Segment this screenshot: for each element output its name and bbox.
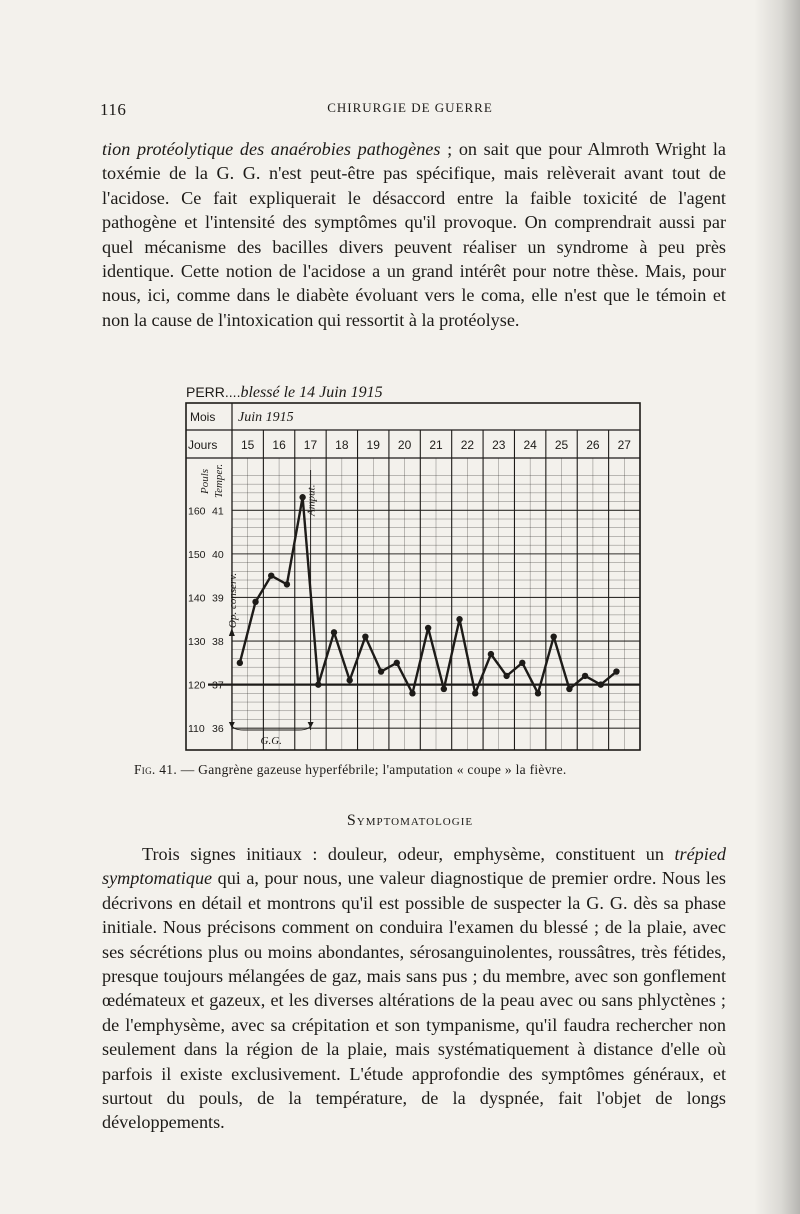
- page-edge-shadow: [754, 0, 800, 1214]
- paragraph-bottom-italic: trépied symptomatique: [102, 844, 726, 889]
- paragraph-top-text: ; on sait que pour Almroth Wright la toxémie de la G. G. n'est peut-être pas spécifique, mais relèverait avant tout de l'acidose. Ce fait expliquerait le désaccord entre la faible toxicité de l'agent pathogène et l'intensité des symptômes qu'il provoque. On comprendrait aussi par quel mécanisme des bacilles divers peuvent réaliser un syndrome à peu près identique. Cette notion de l'acidose a un grand intérêt pour notre thèse. Mais, pour nous, ici, comme dans le diabète évoluant vers le coma, elle n'est que le témoin et non la cause de l'intoxication qui ressortit à la protéolyse.: [102, 139, 726, 330]
- temperature-point: [472, 690, 478, 696]
- paragraph-bottom-post: qui a, pour nous, une valeur diagnostique de premier ordre. Nous les décrivons en détail et montrons qu'il est possible de suspecter la G. G. dès sa phase initiale. Nous précisons comment on conduira l'examen du blessé ; de la plaie, avec ses sécrétions plus ou moins abondantes, sérosanguinolentes, roussâtres, très fétides, presque toujours mélangées de gaz, mais sans pus ; du membre, avec son gonflement œdémateux et gazeux, et les diverses altérations de la peau avec ou sans phlyctènes ; de l'emphysème, avec sa crépitation et son tympanisme, qu'il faudra rechercher non seulement dans la région de la plaie, mais systématiquement à distance d'elle où parfois il existe exclusivement. L'étude approfondie des symptômes généraux, et surtout du pouls, de la température, de la dyspnée, fait l'objet de longs développements.: [102, 868, 726, 1133]
- temperature-point: [237, 660, 243, 666]
- day-label: 25: [554, 438, 569, 452]
- y-tick-pouls: 110: [188, 723, 205, 736]
- temperature-point: [535, 690, 541, 696]
- op1-label: Op. conserv.: [226, 572, 239, 628]
- y-tick-temp: 40: [212, 548, 224, 561]
- day-label: 26: [586, 438, 600, 452]
- day-label: 20: [397, 438, 412, 452]
- section-title: Symptomatologie: [346, 812, 474, 829]
- temperature-point: [456, 616, 462, 622]
- y-tick-pouls: 120: [188, 679, 206, 692]
- temperature-point: [441, 686, 447, 692]
- temperature-point: [519, 660, 525, 666]
- month-value: Juin 1915: [238, 410, 294, 425]
- gg-bracket-label: G.G.: [260, 735, 282, 747]
- temperature-point: [488, 651, 494, 657]
- temperature-point: [284, 581, 290, 587]
- chart-frame: [186, 403, 640, 750]
- temperature-point: [378, 668, 384, 674]
- y-tick-pouls: 160: [188, 505, 206, 518]
- y-tick-pouls: 130: [188, 636, 206, 649]
- temperature-point: [315, 681, 321, 687]
- y-tick-pouls: 140: [188, 592, 206, 605]
- day-label: 24: [523, 438, 537, 452]
- figure-caption: [134, 762, 734, 778]
- y-tick-temp: 36: [212, 723, 224, 736]
- paragraph-bottom: [102, 842, 726, 1135]
- figure-label: Fig. 41.: [134, 762, 178, 777]
- days-label: Jours: [188, 438, 218, 452]
- page-number: 116: [100, 100, 127, 119]
- day-label: 23: [492, 438, 506, 452]
- y-tick-pouls: 150: [188, 548, 206, 561]
- y-tick-temp: 39: [212, 592, 224, 605]
- temperature-point: [394, 660, 400, 666]
- temperature-point: [582, 673, 588, 679]
- temperature-point: [346, 677, 352, 683]
- day-label: 15: [241, 438, 255, 452]
- day-label: 21: [429, 438, 443, 452]
- temperature-point: [613, 668, 619, 674]
- pouls-axis-title: Pouls: [199, 468, 211, 494]
- y-tick-temp: 38: [212, 636, 224, 649]
- op2-label: Amput.: [305, 484, 318, 516]
- chart-title-patient: PERR....: [186, 384, 241, 400]
- temperature-point: [331, 629, 337, 635]
- chart-title-handwritten: blessé le 14 Juin 1915: [240, 384, 383, 401]
- temperature-chart: [180, 400, 642, 752]
- temperature-point: [252, 599, 258, 605]
- temperature-line: [240, 497, 617, 693]
- temperature-point: [425, 625, 431, 631]
- day-label: 27: [617, 438, 631, 452]
- running-title: CHIRURGIE DE GUERRE: [327, 100, 493, 115]
- day-label: 19: [366, 438, 380, 452]
- paragraph-top: [102, 137, 726, 332]
- gg-bracket: [232, 724, 311, 730]
- temperature-point: [268, 572, 274, 578]
- paragraph-bottom-pre: Trois signes initiaux : douleur, odeur, emphysème, constituent un: [142, 844, 675, 864]
- temperature-point: [409, 690, 415, 696]
- page-header: [100, 100, 720, 124]
- y-tick-temp: 41: [212, 505, 224, 518]
- month-label: Mois: [190, 410, 216, 424]
- temperature-point: [598, 681, 604, 687]
- figure-caption-text: — Gangrène gazeuse hyperfébrile; l'amputation « coupe » la fièvre.: [177, 762, 567, 777]
- paragraph-top-italic: tion protéolytique des anaérobies pathogènes: [102, 139, 441, 159]
- day-label: 17: [303, 438, 318, 452]
- day-label: 18: [335, 438, 349, 452]
- temperature-point: [503, 673, 509, 679]
- day-label: 16: [272, 438, 286, 452]
- temperature-point: [566, 686, 572, 692]
- temperature-point: [299, 494, 305, 500]
- day-label: 22: [460, 438, 475, 452]
- op1-arrow-up: [229, 628, 235, 636]
- temperature-point: [550, 633, 556, 639]
- y-tick-temp: 37: [212, 679, 224, 692]
- temper-axis-title: Temper.: [213, 463, 225, 498]
- temperature-point: [362, 633, 368, 639]
